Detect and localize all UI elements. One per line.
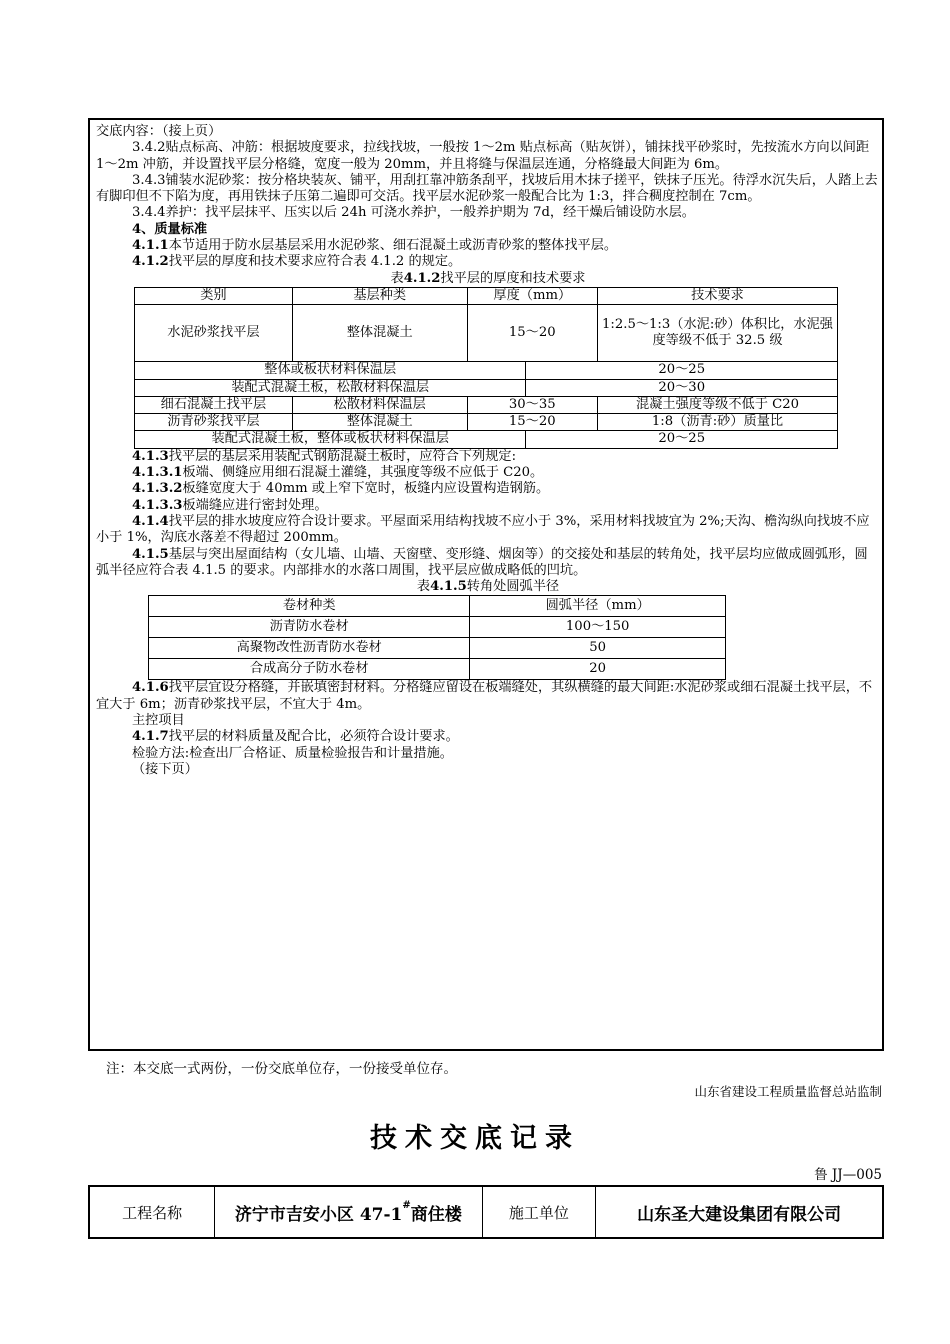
table-row (135, 305, 838, 362)
clause-text: 基层与突出屋面结构（女儿墙、山墙、天窗壁、变形缝、烟囱等）的交接处和基层的转角处，找平层均应做成圆弧形，圆弧半径应符合表 4.1.5 的要求。内部排水的水落口周围，找平层应做成略低的凹坑。 (96, 546, 868, 578)
clause-text: 找平层的排水坡度应符合设计要求。平屋面采用结构找坡不应小于 3%，采用材料找坡宜为 2%;天沟、檐沟纵向找坡不应小于 1%，沟底水落差不得超过 200mm。 (96, 513, 870, 546)
caption-prefix: 表 (390, 270, 404, 286)
table-row (149, 659, 726, 680)
clause-text: 板端、侧缝应用细石混凝土灌缝，其强度等级不应低于 C20。 (182, 465, 544, 481)
table-cell: 高聚物改性沥青防水卷材 (149, 638, 470, 659)
paragraph-4-1-5 (96, 547, 880, 580)
table-cell: 装配式混凝土板，松散材料保温层 (135, 379, 526, 396)
clause-number: 4.1.6 (132, 680, 169, 696)
clause-number: 4.1.1 (132, 238, 169, 254)
project-header-table (88, 1185, 884, 1239)
clause-number: 4.1.3.2 (132, 481, 183, 497)
project-name-suffix: 商住楼 (410, 1204, 462, 1225)
content-header: 交底内容：（接上页） (96, 124, 222, 139)
table-cell: 50 (470, 638, 726, 659)
clause-number: 4.1.7 (132, 729, 169, 745)
table-header-row (135, 287, 838, 304)
clause-text: 找平层的基层采用装配式钢筋混凝土板时，应符合下列规定: (168, 448, 517, 464)
footer-note: 注：本交底一式两份，一份交底单位存，一份接受单位存。 (106, 1061, 457, 1077)
project-header-row (89, 1186, 883, 1238)
project-name-text: 济宁市吉安小区 47-1 (234, 1204, 403, 1225)
paragraph-4-1-7 (96, 729, 880, 745)
project-name-superscript: # (402, 1199, 411, 1211)
table-cell: 20～25 (526, 431, 838, 448)
disclosure-content (96, 124, 880, 778)
page-title: 技术交底记录 (370, 1123, 580, 1154)
contractor-value: 山东圣大建设集团有限公司 (596, 1186, 883, 1238)
table-4-1-2 (134, 287, 838, 449)
table-cell: 20～25 (526, 362, 838, 379)
table-header-row (149, 596, 726, 617)
form-code: 鲁 JJ—005 (814, 1167, 882, 1183)
clause-number: 4.1.3 (132, 448, 169, 464)
table-row (149, 638, 726, 659)
table-cell: 整体混凝土 (292, 305, 467, 362)
paragraph-4-1-3 (96, 449, 880, 465)
table-cell: 15～20 (467, 414, 597, 431)
table-row (149, 617, 726, 638)
caption-text: 找平层的厚度和技术要求 (440, 270, 586, 286)
table-row (135, 362, 838, 379)
table-cell: 混凝土强度等级不低于 C20 (598, 396, 838, 413)
table-cell: 装配式混凝土板，整体或板状材料保温层 (135, 431, 526, 448)
paragraph-4-1-4 (96, 514, 880, 547)
table-cell: 1:8（沥青:砂）质量比 (598, 414, 838, 431)
table-cell: 20～30 (526, 379, 838, 396)
supervisor-label: 山东省建设工程质量监督总站监制 (694, 1084, 882, 1099)
table-cell: 整体或板状材料保温层 (135, 362, 526, 379)
caption-text: 转角处圆弧半径 (466, 579, 560, 595)
paragraph-4-1-3-3 (96, 498, 880, 514)
table-cell: 100～150 (470, 617, 726, 638)
table-cell: 水泥砂浆找平层 (135, 305, 293, 362)
table-row (135, 431, 838, 448)
caption-number: 4.1.2 (403, 270, 441, 286)
clause-number: 4.1.3.3 (132, 497, 183, 513)
clause-text: 找平层的厚度和技术要求应符合表 4.1.2 的规定。 (168, 254, 462, 270)
table-cell: 整体混凝土 (292, 414, 467, 431)
project-name-label: 工程名称 (89, 1186, 215, 1238)
caption-number: 4.1.5 (430, 579, 467, 595)
table-cell: 沥青防水卷材 (149, 617, 470, 638)
table-cell: 细石混凝土找平层 (135, 396, 293, 413)
table-row (135, 396, 838, 413)
header-cell: 基层种类 (292, 287, 467, 304)
table-cell: 15～20 (467, 305, 597, 362)
table-cell: 合成高分子防水卷材 (149, 659, 470, 680)
clause-text: 找平层宜设分格缝，并嵌填密封材料。分格缝应留设在板端缝处，其纵横缝的最大间距:水泥砂浆或细石混凝土找平层，不宜大于 6m；沥青砂浆找平层，不宜大于 4m。 (96, 680, 873, 712)
table-row (135, 414, 838, 431)
contractor-label: 施工单位 (482, 1186, 596, 1238)
clause-number: 4.1.4 (132, 513, 169, 529)
caption-prefix: 表 (416, 579, 431, 595)
header-cell: 技术要求 (598, 287, 838, 304)
clause-text: 找平层的材料质量及配合比，必须符合设计要求。 (168, 729, 459, 745)
inspection-method: 检验方法:检查出厂合格证、质量检验报告和计量措施。 (132, 745, 453, 761)
header-cell: 圆弧半径（mm） (470, 596, 726, 617)
paragraph-4-1-6 (96, 680, 880, 713)
table-cell: 1:2.5～1:3（水泥:砂）体积比，水泥强度等级不低于 32.5 级 (598, 305, 838, 362)
clause-number: 4.1.5 (132, 546, 169, 562)
header-cell: 卷材种类 (149, 596, 470, 617)
table-cell: 松散材料保温层 (292, 396, 467, 413)
header-cell: 类别 (135, 287, 293, 304)
header-cell: 厚度（mm） (467, 287, 597, 304)
table-row (135, 379, 838, 396)
clause-text: 板缝宽度大于 40mm 或上窄下宽时，板缝内应设置构造钢筋。 (182, 481, 550, 497)
table-cell: 20 (470, 659, 726, 680)
paragraph-3-4-4: 3.4.4养护：找平层抹平、压实以后 24h 可浇水养护，一般养护期为 7d，经干燥后铺设防水层。 (132, 205, 695, 221)
paragraph-4-1-2 (96, 254, 880, 270)
paragraph-4-1-3-2 (96, 481, 880, 497)
table-cell: 沥青砂浆找平层 (135, 414, 293, 431)
clause-number: 4.1.2 (132, 254, 169, 270)
clause-text: 板端缝应进行密封处理。 (182, 497, 328, 513)
table-4-1-5-caption (96, 579, 880, 595)
clause-text: 本节适用于防水层基层采用水泥砂浆、细石混凝土或沥青砂浆的整体找平层。 (168, 238, 618, 254)
paragraph-3-4-3: 3.4.3铺装水泥砂浆：按分格块装灰、铺平，用刮扛靠冲筋条刮平，找坡后用木抹子搓平，铁抹子压光。待浮水沉失后，人踏上去有脚印但不下陷为度，再用铁抹子压第二遍即可交活。找平层水泥砂浆一般配合比为 1:3，拌合稠度控制在 7cm。 (96, 172, 878, 205)
main-items-heading: 主控项目 (132, 713, 185, 729)
table-cell: 30～35 (467, 396, 597, 413)
continued-next: （接下页） (132, 761, 198, 777)
project-name-value (215, 1186, 482, 1238)
paragraph-4-1-3-1 (96, 465, 880, 481)
paragraph-3-4-2: 3.4.2贴点标高、冲筋：根据坡度要求，拉线找坡，一般按 1～2m 贴点标高（贴灰饼），铺抹找平砂浆时，先按流水方向以间距 1～2m 冲筋，并设置找平层分格缝，宽度一般为 20mm，并且将缝与保温层连通，分格缝最大间距为 6m。 (96, 140, 870, 172)
paragraph-4-1-1 (96, 238, 880, 254)
clause-number: 4.1.3.1 (132, 465, 183, 481)
table-4-1-5 (148, 595, 726, 680)
table-4-1-2-caption (96, 271, 880, 287)
section-heading: 4、质量标准 (132, 221, 208, 237)
